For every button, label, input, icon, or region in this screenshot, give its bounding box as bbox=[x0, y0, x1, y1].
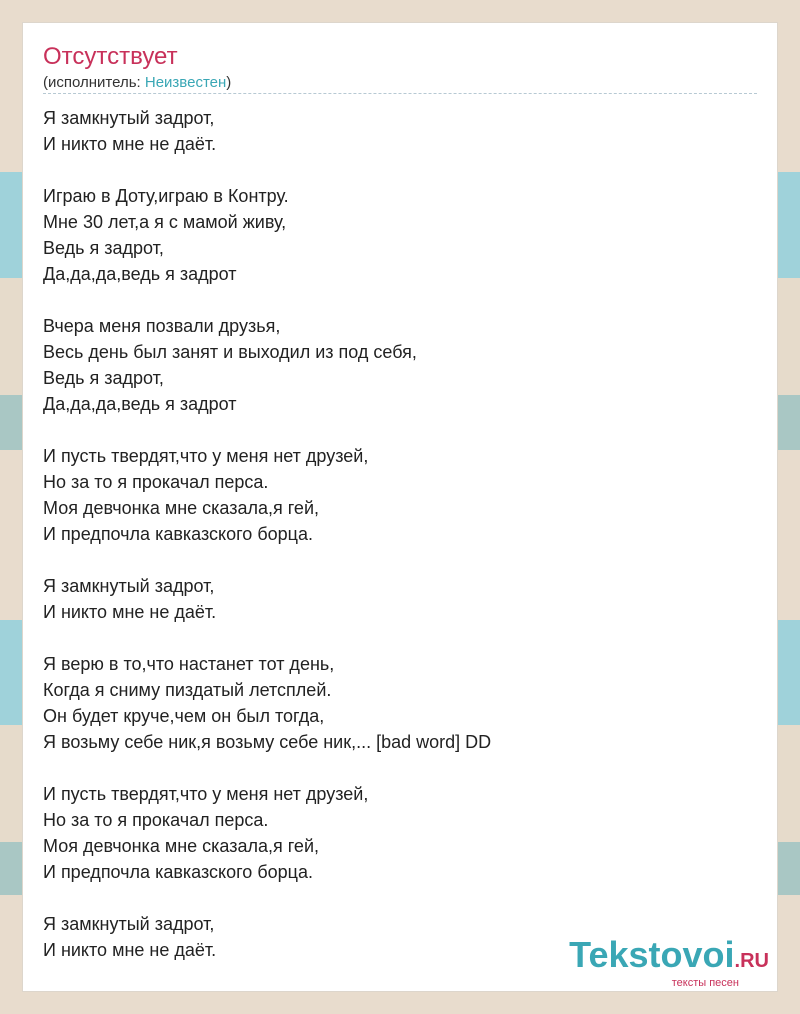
lyrics-line: Но за то я прокачал перса. bbox=[43, 472, 269, 492]
artist-suffix: ) bbox=[226, 74, 232, 91]
logo-tagline: тексты песен bbox=[671, 977, 739, 989]
title-divider bbox=[43, 93, 757, 94]
lyrics-line: Я замкнутый задрот, bbox=[43, 914, 215, 934]
lyrics-line: И никто мне не даёт. bbox=[43, 134, 217, 154]
lyrics-line: Да,да,да,ведь я задрот bbox=[43, 264, 237, 284]
lyrics-stanza bbox=[43, 105, 743, 157]
lyrics-line: Вчера меня позвали друзья, bbox=[43, 316, 281, 336]
lyrics-line: Моя девчонка мне сказала,я гей, bbox=[43, 836, 320, 856]
song-title: Отсутствует bbox=[43, 43, 178, 70]
artist-link[interactable]: Неизвестен bbox=[144, 74, 227, 91]
lyrics-line: Я замкнутый задрот, bbox=[43, 576, 215, 596]
lyrics-line: Когда я сниму пиздатый летсплей. bbox=[43, 680, 332, 700]
lyrics-stanza bbox=[43, 313, 743, 417]
artist-line bbox=[43, 74, 231, 91]
lyrics-line: Я возьму себе ник,я возьму себе ник,... [bad word] DD bbox=[43, 732, 492, 752]
lyrics-body bbox=[43, 105, 743, 989]
lyrics-line: И предпочла кавказского борца. bbox=[43, 862, 313, 882]
lyrics-line: Я верю в то,что настанет тот день, bbox=[43, 654, 335, 674]
lyrics-line: И пусть твердят,что у меня нет друзей, bbox=[43, 446, 369, 466]
lyrics-line: Но за то я прокачал перса. bbox=[43, 810, 269, 830]
lyrics-line: И никто мне не даёт. bbox=[43, 602, 217, 622]
logo-tld: .RU bbox=[734, 950, 769, 972]
lyrics-line: Я замкнутый задрот, bbox=[43, 108, 215, 128]
site-logo[interactable] bbox=[569, 934, 769, 989]
lyrics-line: Ведь я задрот, bbox=[43, 368, 164, 388]
lyrics-stanza bbox=[43, 651, 743, 755]
lyrics-line: И никто мне не даёт. bbox=[43, 940, 217, 960]
lyrics-line: Да,да,да,ведь я задрот bbox=[43, 394, 237, 414]
artist-prefix: (исполнитель: bbox=[43, 74, 145, 91]
lyrics-stanza bbox=[43, 781, 743, 885]
lyrics-stanza bbox=[43, 443, 743, 547]
lyrics-line: Моя девчонка мне сказала,я гей, bbox=[43, 498, 320, 518]
lyrics-line: Играю в Доту,играю в Контру. bbox=[43, 186, 289, 206]
lyrics-stanza bbox=[43, 573, 743, 625]
lyrics-line: Ведь я задрот, bbox=[43, 238, 164, 258]
lyrics-line: И пусть твердят,что у меня нет друзей, bbox=[43, 784, 369, 804]
logo-wordmark bbox=[569, 934, 769, 979]
lyrics-line: Он будет круче,чем он был тогда, bbox=[43, 706, 325, 726]
logo-main-text: Tekstovoi bbox=[569, 934, 735, 975]
lyrics-card bbox=[22, 22, 778, 992]
lyrics-line: И предпочла кавказского борца. bbox=[43, 524, 313, 544]
lyrics-line: Мне 30 лет,а я с мамой живу, bbox=[43, 212, 287, 232]
lyrics-stanza bbox=[43, 183, 743, 287]
lyrics-line: Весь день был занят и выходил из под себя, bbox=[43, 342, 417, 362]
